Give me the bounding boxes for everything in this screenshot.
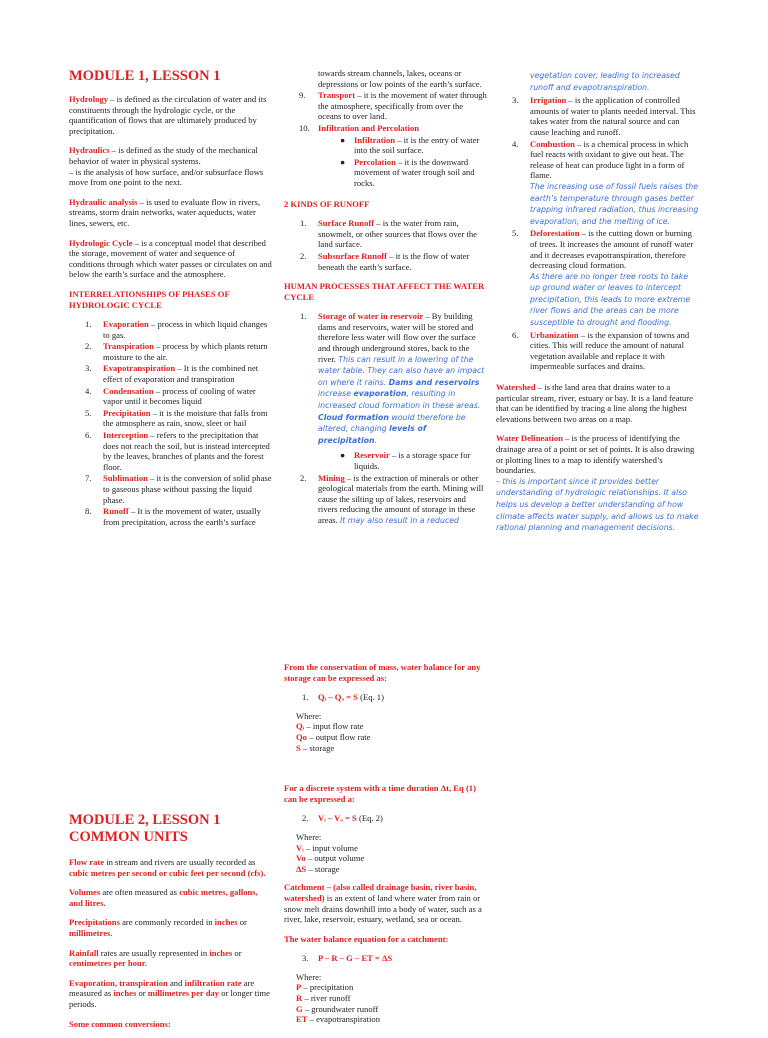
module2-section <box>69 812 272 1038</box>
list-item: 1. Surface Runoff – is the water from rain, snowmelt, or other sources that flows over the land surface. <box>300 218 477 250</box>
runoff-kinds-heading: 2 KINDS OF RUNOFF <box>284 198 370 209</box>
list-item: 5. Precipitation – it is the moisture that falls from the atmosphere as rain, snow, sleet or hail <box>85 407 268 429</box>
list-item: 5. Deforestation – is the cutting down or burning of trees. It increases the amount of runoff water and it decreases evapotranspiration, therefore decreasing cloud formation. As there are no longer tree roots to take up ground water or leaves to intercept precipitation, this leads to more extreme river flows and the areas can be more susceptible to drought and flooding. <box>512 228 694 328</box>
list-item: 2. Mining – is the extraction of minerals or other geological materials from the earth. Mining will cause the silting up of lakes, reservoirs and rivers reducing the amount of storage in these areas. It may also result in a reduced <box>300 472 484 525</box>
precipitations-text: Precipitations are commonly recorded in inches or millimetres. <box>69 917 247 938</box>
list-item: 2. Transpiration – process by which plants return moisture to the air. <box>85 341 268 362</box>
variable-row: Vo – output volume <box>296 853 365 864</box>
evaporation-text: Evaporation, transpiration and infiltration rate are measured as inches or millimetres per day or longer time periods. <box>69 977 270 1009</box>
variable-row: P – precipitation <box>296 982 354 993</box>
equation-1: 1. Qᵢ – Qₒ = S (Eq. 1) <box>302 692 384 703</box>
module1-column-3 <box>496 70 699 543</box>
discrete-system-text: For a discrete system with a time duration Δt, Eq (1) can be expressed a: <box>284 783 476 804</box>
bullet-item: ● Infiltration – it is the entry of water into the soil surface. <box>340 134 480 156</box>
list-item: 8. Runoff – It is the movement of water, usually from precipitation, across the earth’s surface <box>85 506 261 527</box>
variable-row: G – groundwater runoff <box>296 1003 379 1014</box>
where-label: Where: <box>296 710 322 721</box>
variable-row: Vᵢ – input volume <box>296 842 358 853</box>
list-item: 3. Evapotranspiration – It is the combined net effect of evaporation and transpiration <box>85 363 259 385</box>
list-item: 10. Infiltration and Percolation <box>299 122 420 133</box>
module1-title: MODULE 1, LESSON 1 <box>69 68 221 84</box>
variable-row: ET – evapotranspiration <box>296 1014 381 1025</box>
where-label: Where: <box>296 831 322 842</box>
conversions-heading: Some common conversions: <box>69 1018 171 1029</box>
list-item: 2. Subsurface Runoff – it is the flow of water beneath the earth’s surface. <box>300 250 470 272</box>
variable-row: Qᵢ – input flow rate <box>296 721 364 732</box>
list-item: 6. Interception – refers to the precipitation that does not reach the soil, but is instead intercepted by the leaves, branches of plants and the forest floor. <box>85 430 270 472</box>
list-item: towards stream channels, lakes, oceans or depressions or low points of the earth’s surface. <box>318 68 482 89</box>
equation-3: 3. P – R – G – ET = ΔS <box>302 953 393 964</box>
list-item: vegetation cover, leading to increased runoff and evapotranspiration. <box>530 71 680 92</box>
list-item: 3. Irrigation – is the application of controlled amounts of water to plants needed interval. This takes water from the natural source and can cause leaching and runoff. <box>512 95 696 137</box>
rainfall-text: Rainfall rates are usually represented in inches or centimetres per hour. <box>69 947 242 969</box>
catchment-definition: Catchment – (also called drainage basin, river basin, watershed) is an extent of land where water from rain or snow melt drains downhill into a body of water, such as a river, lake, reservoir, estuary, wetland, sea or ocean. <box>284 882 482 925</box>
equation-2: 2. Vᵢ – Vₒ = S (Eq. 2) <box>302 813 383 824</box>
flow-rate-text: Flow rate in stream and rivers are usually recorded as cubic metres per second or cubic feet per second (cfs). <box>69 857 266 878</box>
volumes-text: Volumes are often measured as cubic metres, gallons, and litres. <box>69 887 258 908</box>
hydrologic-cycle-definition: Hydrologic Cycle – is a conceptual model that described the storage, movement of water and sequence of conditions through which water passes or circulates on and below the earth’s surface and the atmosphere. <box>69 237 272 280</box>
water-balance-intro: From the conservation of mass, water balance for any storage can be expressed as: <box>284 662 481 683</box>
variable-row: Qo – output flow rate <box>296 731 371 742</box>
watershed-definition: Watershed – is the land area that drains water to a particular stream, river, estuary or bay. It is a land feature that can be identified by tracing a line along the highest elevations between two areas on a map. <box>496 382 693 424</box>
water-balance-heading: The water balance equation for a catchment: <box>284 933 449 944</box>
bullet-item: ● Percolation – it is the downward movement of water trough soil and rocks. <box>340 156 475 188</box>
module1-column-1 <box>69 68 272 528</box>
phases-list <box>69 319 272 527</box>
list-item: 1. Evaporation – process in which liquid changes to gas. <box>85 319 268 340</box>
list-item: 4. Combustion – is a chemical process in which fuel reacts with oxidant to give out heat. The release of heat can produce light in a form of flame. The increasing use of fossil fuels raises the earth’s temperature through gases better trapping infrared radiation, thus increasing evaporation, and the melting of ice. <box>512 138 699 226</box>
module2-title: MODULE 2, LESSON 1 COMMON UNITS <box>69 812 221 845</box>
list-item: 7. Sublimation – it is the conversion of solid phase to gaseous phase without passing the liquid phase. <box>85 473 272 505</box>
variable-row: R – river runoff <box>296 993 351 1004</box>
list-item: 1. Storage of water in reservoir – By building dams and reservoirs, water will be stored and therefore less water will flow over the surface and through underground stores, back to the river. This can result in a lowering of the water table. They can also have an impact on where it rains. Dams and reservoirs increase evaporation, resulting in increased cloud formation in these areas. Cloud formation would therefore be altered, changing levels of precipitation. <box>300 311 485 445</box>
list-item: 9. Transport – it is the movement of water through the atmosphere, specifically from over the oceans to over land. <box>299 90 487 122</box>
variable-row: ΔS – storage <box>296 863 340 874</box>
variable-row: S – storage <box>296 742 335 753</box>
hydrology-definition: Hydrology – is defined as the circulation of water and its constituents through the hydrologic cycle, or the quantification of flows that are ultimately produced by precipitation. <box>69 94 267 136</box>
interrelationships-heading: INTERRELATIONSHIPS OF PHASES OF HYDROLOGIC CYCLE <box>69 288 230 310</box>
bullet-item: ● Reservoir – is a storage space for liquids. <box>340 450 471 471</box>
where-label: Where: <box>296 971 322 982</box>
list-item: 4. Condensation – process of cooling of water vapor until it becomes liquid <box>85 385 256 407</box>
water-delineation-definition: Water Delineation – is the process of identifying the drainage area of a point or set of points. It is also drawing or plotting lines to a map to identify watershed’s boundaries. – this is important since it provides better understanding of hydrologic relationships. It also helps us develop a better understanding of how climate affects water supply, and allows us to make rational planning and management decisions. <box>496 433 699 533</box>
module1-column-2 <box>284 68 487 528</box>
list-item: 6. Urbanization – is the expansion of towns and cities. This will reduce the amount of natural vegetation available and replace it with impermeable surfaces and drains. <box>512 329 690 372</box>
human-processes-heading: HUMAN PROCESSES THAT AFFECT THE WATER CYCLE <box>284 281 485 302</box>
water-balance-section <box>284 662 487 1025</box>
hydraulic-analysis-definition: Hydraulic analysis – is used to evaluate flow in rivers, streams, storm drain networks, water aqueducts, water lines, sewers, etc. <box>69 196 260 228</box>
hydraulics-definition: Hydraulics – is defined as the study of the mechanical behavior of water in physical systems. – is the analysis of how surface, and/or subsurface flows move from one point to the next. <box>69 145 264 188</box>
